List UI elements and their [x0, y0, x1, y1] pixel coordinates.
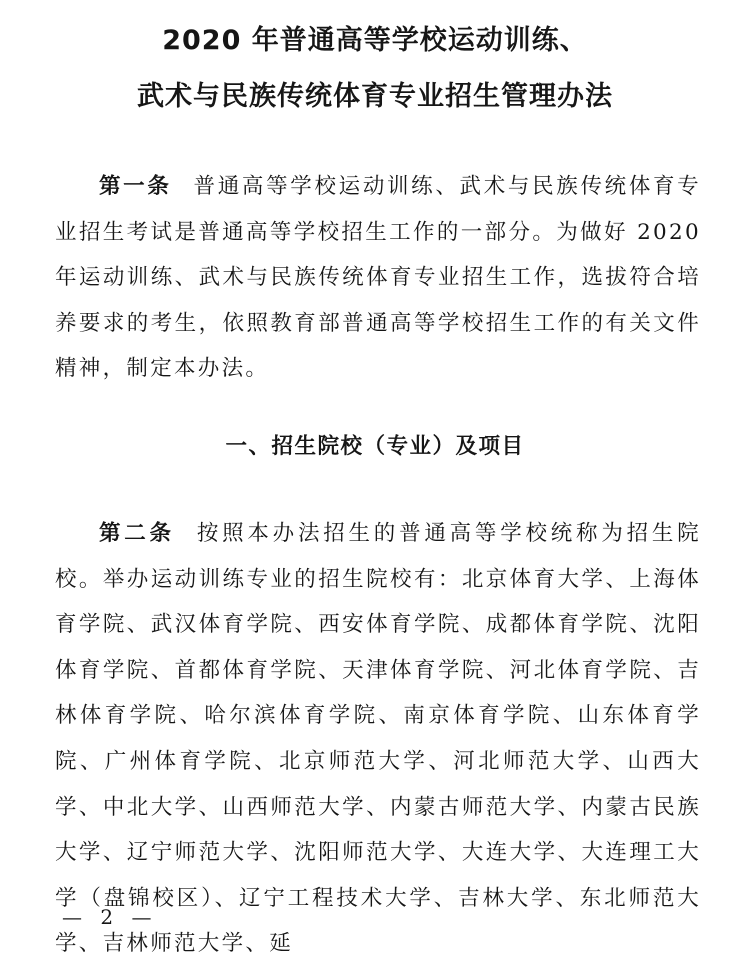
article-2-label: 第二条	[99, 521, 175, 546]
article-2-paragraph	[55, 511, 701, 967]
article-1-label: 第一条	[99, 174, 172, 199]
document-title-line-1: 2020 年普通高等学校运动训练、	[162, 25, 588, 56]
article-1-paragraph	[55, 164, 701, 392]
article-1-text: 普通高等学校运动训练、武术与民族传统体育专业招生考试是普通高等学校招生工作的一部分。为做好 2020 年运动训练、武术与民族传统体育专业招生工作，选拔符合培养要求的考生，依照教育部普通高等学校招生工作的有关文件精神，制定本办法。	[55, 174, 701, 382]
page-number-footer: — 2 —	[62, 905, 158, 929]
section-1-heading: 一、招生院校（专业）及项目	[225, 434, 525, 459]
document-title-line-2: 武术与民族传统体育专业招生管理办法	[137, 81, 613, 112]
article-2-text: 按照本办法招生的普通高等学校统称为招生院校。举办运动训练专业的招生院校有：北京体育大学、上海体育学院、武汉体育学院、西安体育学院、成都体育学院、沈阳体育学院、首都体育学院、天津体育学院、河北体育学院、吉林体育学院、哈尔滨体育学院、南京体育学院、山东体育学院、广州体育学院、北京师范大学、河北师范大学、山西大学、中北大学、山西师范大学、内蒙古师范大学、内蒙古民族大学、辽宁师范大学、沈阳师范大学、大连大学、大连理工大学（盘锦校区）、辽宁工程技术大学、吉林大学、东北师范大学、吉林师范大学、延	[55, 521, 701, 957]
